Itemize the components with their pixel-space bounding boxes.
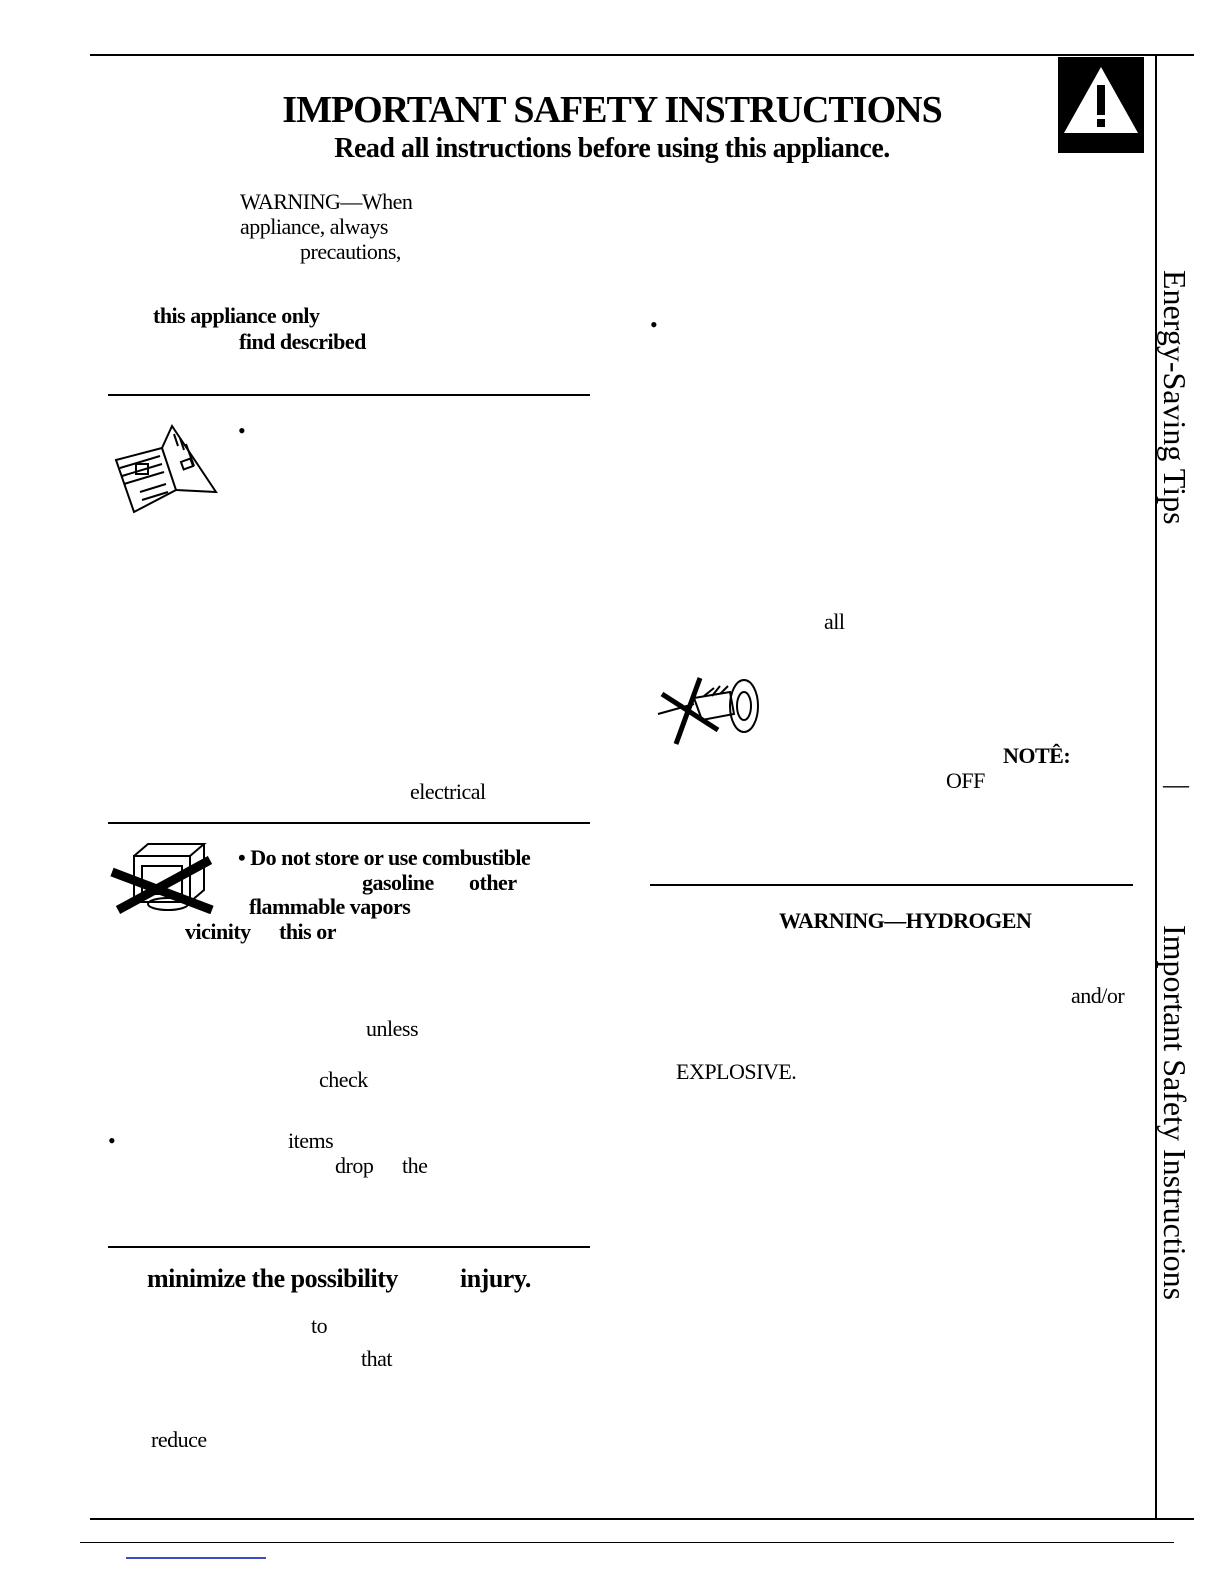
page-subtitle: Read all instructions before using this appliance. — [334, 133, 890, 164]
combustible-vicinity: vicinity — [185, 919, 251, 944]
combustible-the: the — [402, 1153, 428, 1178]
right-explosive: EXPLOSIVE. — [676, 1059, 797, 1084]
right-bullet: • — [650, 312, 658, 337]
combustible-this-or: this or — [279, 919, 336, 944]
injury-heading-a: minimize the possibility — [147, 1264, 398, 1293]
side-tab-energy-saving: Energy-Saving Tips — [1157, 270, 1193, 525]
left-divider-1 — [108, 394, 590, 396]
right-note-label: NOTÊ: — [1003, 743, 1071, 768]
combustible-gasoline: gasoline — [362, 870, 434, 895]
page-title: IMPORTANT SAFETY INSTRUCTIONS — [282, 89, 942, 131]
right-off: OFF — [946, 768, 985, 793]
side-tab-important-safety: Important Safety Instructions — [1157, 925, 1193, 1301]
intro-line-3: precautions, — [300, 239, 401, 264]
bottom-blue-mark — [126, 1557, 266, 1559]
right-and-or: and/or — [1071, 983, 1125, 1008]
bottom-rule-1 — [90, 1518, 1194, 1520]
top-rule — [90, 54, 1194, 56]
intro-warning: WARNING—When — [240, 189, 413, 214]
intro-line-2: appliance, always — [240, 214, 388, 239]
injury-reduce: reduce — [151, 1427, 207, 1452]
bottom-rule-2 — [80, 1542, 1174, 1543]
manual-book-icon — [112, 420, 222, 518]
injury-heading-b: injury. — [460, 1264, 531, 1293]
right-all: all — [824, 609, 845, 634]
intro-line-5: find described — [239, 329, 366, 354]
intro-line-4: this appliance only — [153, 303, 320, 328]
book-electrical: electrical — [410, 779, 486, 804]
items-bullet: • — [108, 1128, 116, 1153]
combustible-drop: drop — [335, 1153, 374, 1178]
book-section-bullet: • — [238, 418, 246, 443]
combustible-items: items — [288, 1128, 334, 1153]
hydrogen-warning: WARNING—HYDROGEN — [779, 908, 1032, 933]
injury-to: to — [311, 1313, 328, 1338]
no-combustibles-icon — [108, 836, 218, 914]
combustible-other: other — [469, 870, 517, 895]
injury-that: that — [361, 1346, 392, 1371]
combustible-unless: unless — [366, 1016, 418, 1041]
left-divider-3 — [108, 1246, 590, 1248]
right-divider-1 — [650, 884, 1133, 886]
left-divider-2 — [108, 822, 590, 824]
no-unplug-icon — [654, 674, 764, 746]
side-tab-separator: — — [1163, 770, 1189, 799]
combustible-line-3: flammable vapors — [249, 894, 411, 919]
combustible-line-1: • Do not store or use combustible — [238, 845, 531, 870]
combustible-check: check — [319, 1067, 368, 1092]
